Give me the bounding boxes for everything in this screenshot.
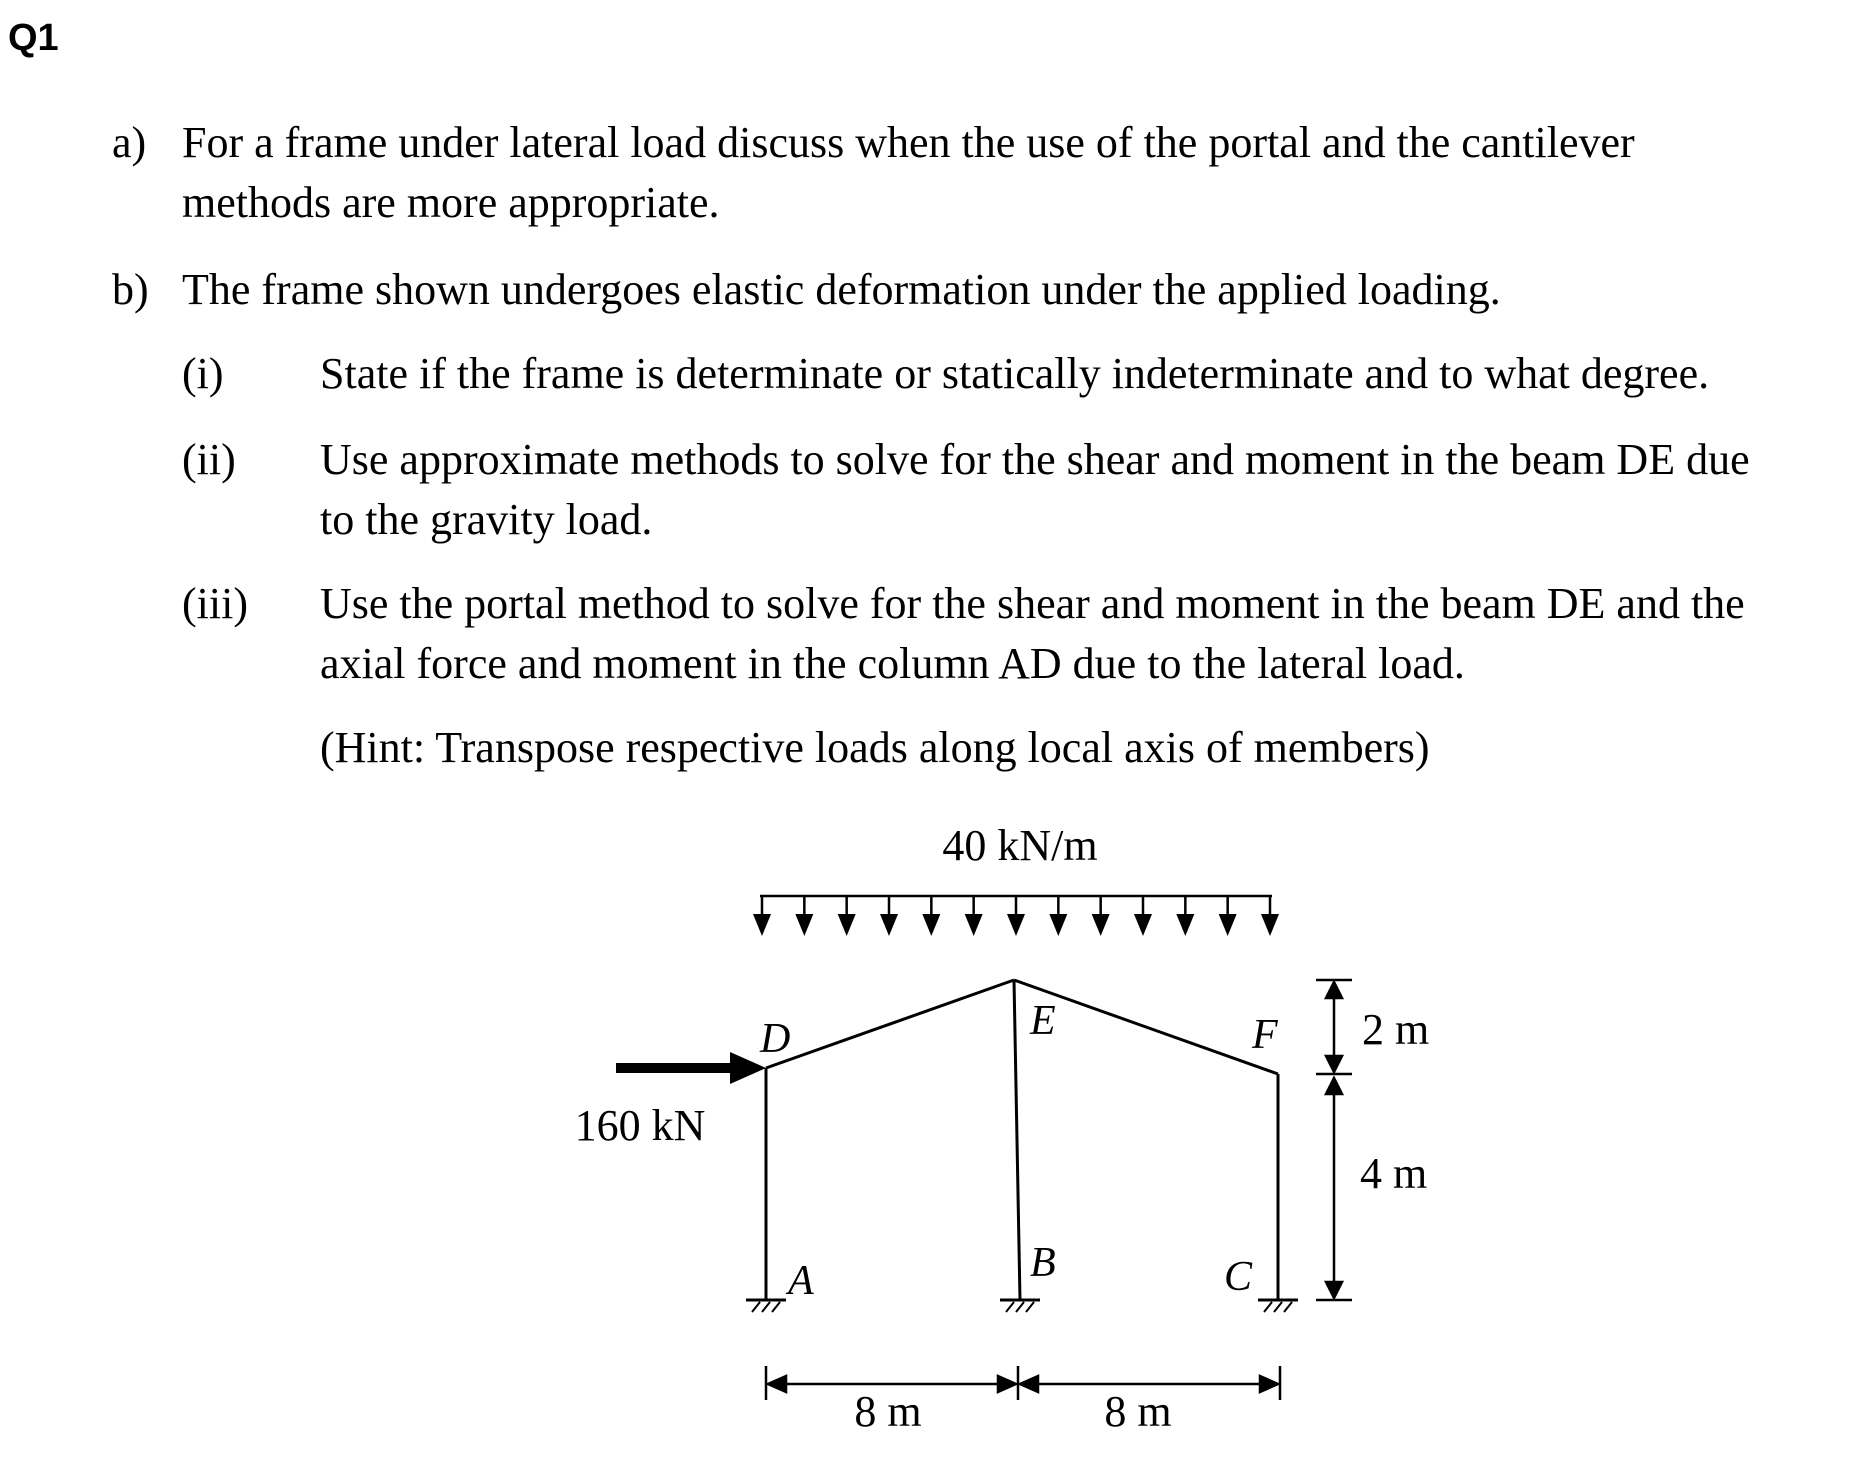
node-label-F: F — [1252, 1012, 1278, 1058]
udl-arrow — [1092, 896, 1110, 936]
node-label-B: B — [1030, 1240, 1056, 1286]
node-label-D: D — [760, 1016, 791, 1062]
udl-arrow — [1134, 896, 1152, 936]
udl-arrow — [922, 896, 940, 936]
node-label-A: A — [788, 1258, 814, 1304]
column-BE — [1014, 980, 1020, 1300]
part-a-marker: a) — [112, 118, 147, 167]
dimension-rise-label: 2 m — [1362, 1005, 1430, 1054]
subpart-ii-line-2: to the gravity load. — [320, 495, 653, 544]
support-B — [1000, 1300, 1040, 1312]
part-b-intro: The frame shown undergoes elastic deformation under the applied loading. — [182, 265, 1501, 314]
subpart-ii-marker: (ii) — [182, 435, 236, 484]
dimension-spans — [766, 1366, 1280, 1400]
support-A — [746, 1300, 786, 1312]
udl-arrow — [1176, 896, 1194, 936]
part-a-line-2: methods are more appropriate. — [182, 178, 720, 227]
dimension-span-right-label: 8 m — [1104, 1387, 1172, 1436]
udl-arrow — [965, 896, 983, 936]
distributed-load-arrows — [753, 896, 1279, 936]
lateral-load-arrow — [616, 1052, 766, 1084]
udl-arrow — [1007, 896, 1025, 936]
subpart-ii-line-1: Use approximate methods to solve for the shear and moment in the beam DE due — [320, 435, 1750, 484]
subpart-i-line-1: State if the frame is determinate or statically indeterminate and to what degree. — [320, 349, 1710, 398]
dimension-column-height-label: 4 m — [1360, 1149, 1428, 1198]
udl-arrow — [838, 896, 856, 936]
part-b-marker: b) — [112, 265, 149, 314]
udl-arrow — [880, 896, 898, 936]
dimension-column-height — [1316, 1078, 1352, 1300]
part-a-line-1: For a frame under lateral load discuss when the use of the portal and the cantilever — [182, 118, 1635, 167]
dimension-span-left-label: 8 m — [854, 1387, 922, 1436]
subpart-iii-marker: (iii) — [182, 579, 248, 628]
distributed-load-label: 40 kN/m — [942, 821, 1098, 870]
node-label-E: E — [1030, 998, 1056, 1044]
udl-arrow — [1261, 896, 1279, 936]
member-DE — [766, 980, 1014, 1068]
udl-arrow — [1049, 896, 1067, 936]
hint-text: (Hint: Transpose respective loads along local axis of members) — [320, 723, 1430, 772]
subpart-i-marker: (i) — [182, 349, 224, 398]
subpart-iii-line-1: Use the portal method to solve for the shear and moment in the beam DE and the — [320, 579, 1745, 628]
udl-arrow — [753, 896, 771, 936]
udl-arrow — [795, 896, 813, 936]
support-C — [1258, 1300, 1298, 1312]
node-label-C: C — [1224, 1254, 1253, 1300]
udl-arrow — [1219, 896, 1237, 936]
question-number: Q1 — [8, 17, 59, 59]
subpart-iii-line-2: axial force and moment in the column AD due to the lateral load. — [320, 639, 1465, 688]
dimension-rise — [1316, 980, 1352, 1074]
lateral-load-label: 160 kN — [574, 1101, 706, 1150]
